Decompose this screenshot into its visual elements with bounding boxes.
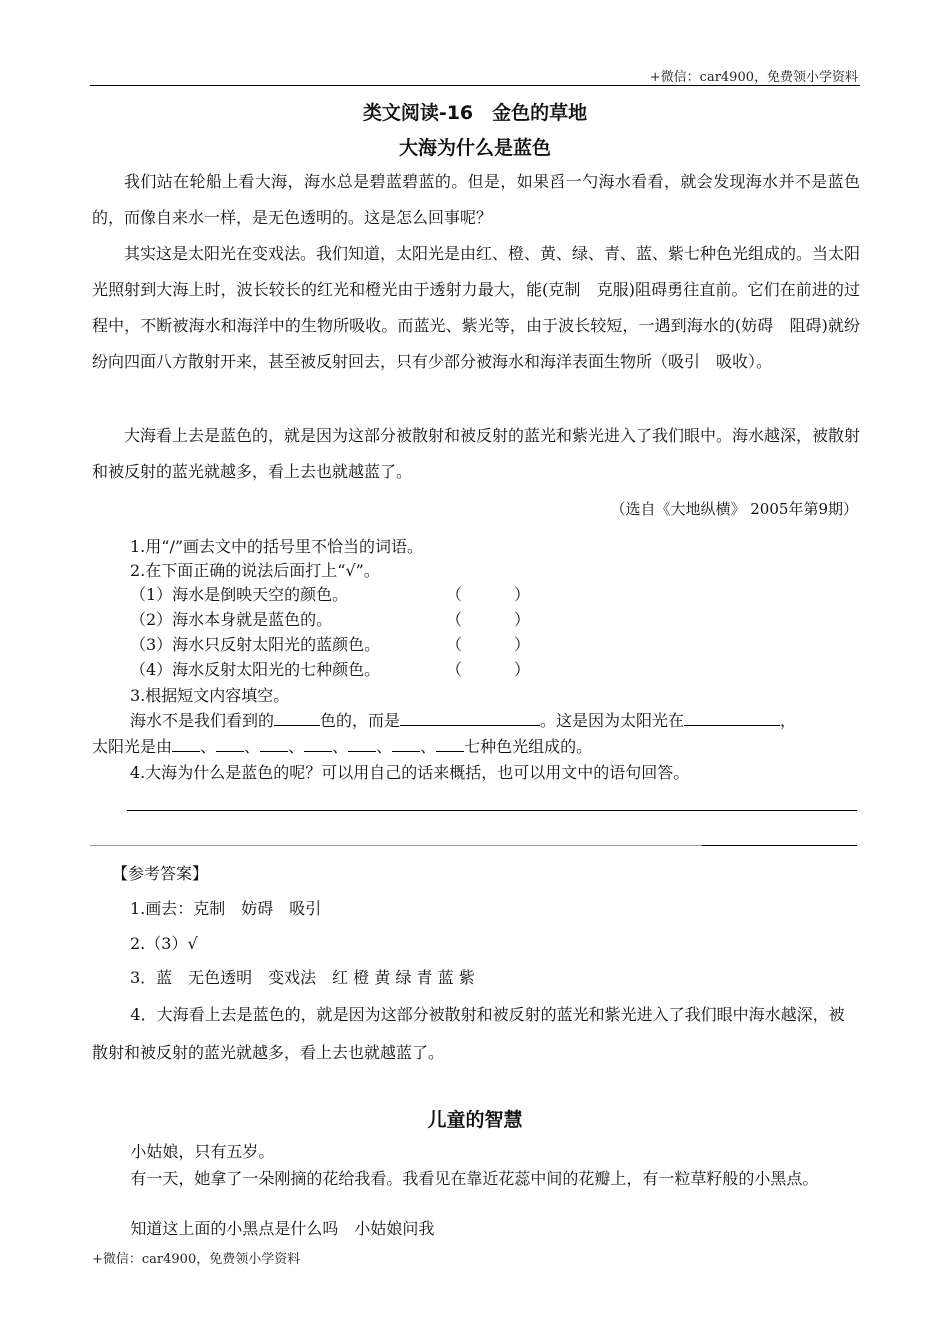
- question-4: 4.大海为什么是蓝色的呢？可以用自己的话来概括，也可以用文中的语句回答。: [130, 763, 690, 782]
- option-1: （1）海水是倒映天空的颜色。: [130, 585, 349, 604]
- answer-line-2[interactable]: [702, 845, 857, 846]
- option-1-paren-close: ）: [514, 585, 531, 604]
- fill-blank[interactable]: [436, 735, 464, 752]
- fill-blank[interactable]: [274, 709, 320, 726]
- passage-paragraph-2: 其实这是太阳光在变戏法。我们知道，太阳光是由红、橙、黄、绿、青、蓝、紫七种色光组成的。当太阳光照射到大海上时，波长较长的红光和橙光由于透射力最大，能(克制 克服)阻碍勇往直前。它们在前进的过程中，不断被海水和海洋中的生物所吸收。而蓝光、紫光等，由于波长较短，一遇到海水的(妨碍 阻碍)就纷纷向四面八方散射开来，甚至被反射回去，只有少部分被海水和海洋表面生物所（吸引 吸收）。: [92, 244, 861, 371]
- option-4-paren-close: ）: [514, 660, 531, 679]
- option-2: （2）海水本身就是蓝色的。: [130, 610, 333, 629]
- option-3-paren-close: ）: [514, 635, 531, 654]
- question-3-line-1: [130, 708, 796, 731]
- answer-line-1[interactable]: [127, 810, 857, 811]
- q3-text-b: 色的，而是: [320, 711, 401, 730]
- fill-blank[interactable]: [304, 735, 332, 752]
- option-4: （4）海水反射太阳光的七种颜色。: [130, 660, 381, 679]
- separator: 、: [376, 737, 393, 756]
- answer-3: 3．蓝 无色透明 变戏法 红 橙 黄 绿 青 蓝 紫: [130, 968, 475, 987]
- q3-line2-text-end: 七种色光组成的。: [464, 737, 593, 756]
- separator: 、: [288, 737, 305, 756]
- passage-paragraph-3: 大海看上去是蓝色的，就是因为这部分被散射和被反射的蓝光和紫光进入了我们眼中。海水越深，被散射和被反射的蓝光就越多，看上去也就越蓝了。: [92, 426, 861, 481]
- q3-text-d: ，: [780, 711, 797, 730]
- source-citation: （选自《大地纵横》 2005年第9期）: [610, 500, 858, 518]
- answer-heading: 【参考答案】: [112, 864, 209, 883]
- passage-paragraph-1: 我们站在轮船上看大海，海水总是碧蓝碧蓝的。但是，如果舀一勺海水看看，就会发现海水并不是蓝色的，而像自来水一样，是无色透明的。这是怎么回事呢？: [92, 172, 860, 227]
- fill-blank[interactable]: [392, 735, 420, 752]
- separator: 、: [332, 737, 349, 756]
- header-rule: [90, 85, 860, 86]
- question-2: 2.在下面正确的说法后面打上“√”。: [130, 561, 380, 580]
- question-1: 1.用“/”画去文中的括号里不恰当的词语。: [130, 537, 424, 556]
- q3-text-a: 海水不是我们看到的: [130, 711, 275, 730]
- footer-note: +微信：car4900，免费领小学资料: [92, 1252, 301, 1267]
- separator: 、: [420, 737, 437, 756]
- option-1-paren-open: （: [446, 585, 463, 604]
- question-3: 3.根据短文内容填空。: [130, 686, 290, 705]
- next-article-title: 儿童的智慧: [427, 1109, 523, 1131]
- section-divider: [90, 845, 702, 846]
- answer-4: 4．大海看上去是蓝色的，就是因为这部分被散射和被反射的蓝光和紫光进入了我们眼中海水越深，被散射和被反射的蓝光就越多，看上去也就越蓝了。: [92, 1005, 845, 1062]
- option-3: （3）海水只反射太阳光的蓝颜色。: [130, 635, 381, 654]
- question-3-line-2: [92, 734, 592, 757]
- option-4-paren-open: （: [446, 660, 463, 679]
- header-note: +微信：car4900，免费领小学资料: [649, 70, 858, 85]
- passage2-paragraph-3: 知道这上面的小黑点是什么吗 小姑娘问我: [130, 1219, 435, 1238]
- answer-1: 1.画去：克制 妨碍 吸引: [130, 899, 322, 918]
- fill-blank[interactable]: [400, 709, 540, 726]
- fill-blank[interactable]: [260, 735, 288, 752]
- passage2-paragraph-2: 有一天，她拿了一朵刚摘的花给我看。我看见在靠近花蕊中间的花瓣上，有一粒草籽般的小黑点。: [130, 1169, 819, 1188]
- separator: 、: [200, 737, 217, 756]
- q3-text-c: 。这是因为太阳光在: [540, 711, 685, 730]
- answer-2: 2.（3）√: [130, 934, 198, 953]
- q3-line2-text-a: 太阳光是由: [92, 737, 173, 756]
- fill-blank[interactable]: [172, 735, 200, 752]
- lesson-title: 类文阅读-16 金色的草地: [362, 102, 588, 124]
- separator: 、: [244, 737, 261, 756]
- article-title: 大海为什么是蓝色: [398, 137, 551, 159]
- passage2-paragraph-1: 小姑娘，只有五岁。: [130, 1142, 275, 1161]
- option-2-paren-open: （: [446, 610, 463, 629]
- fill-blank[interactable]: [348, 735, 376, 752]
- option-2-paren-close: ）: [514, 610, 531, 629]
- fill-blank[interactable]: [216, 735, 244, 752]
- option-3-paren-open: （: [446, 635, 463, 654]
- fill-blank[interactable]: [684, 709, 780, 726]
